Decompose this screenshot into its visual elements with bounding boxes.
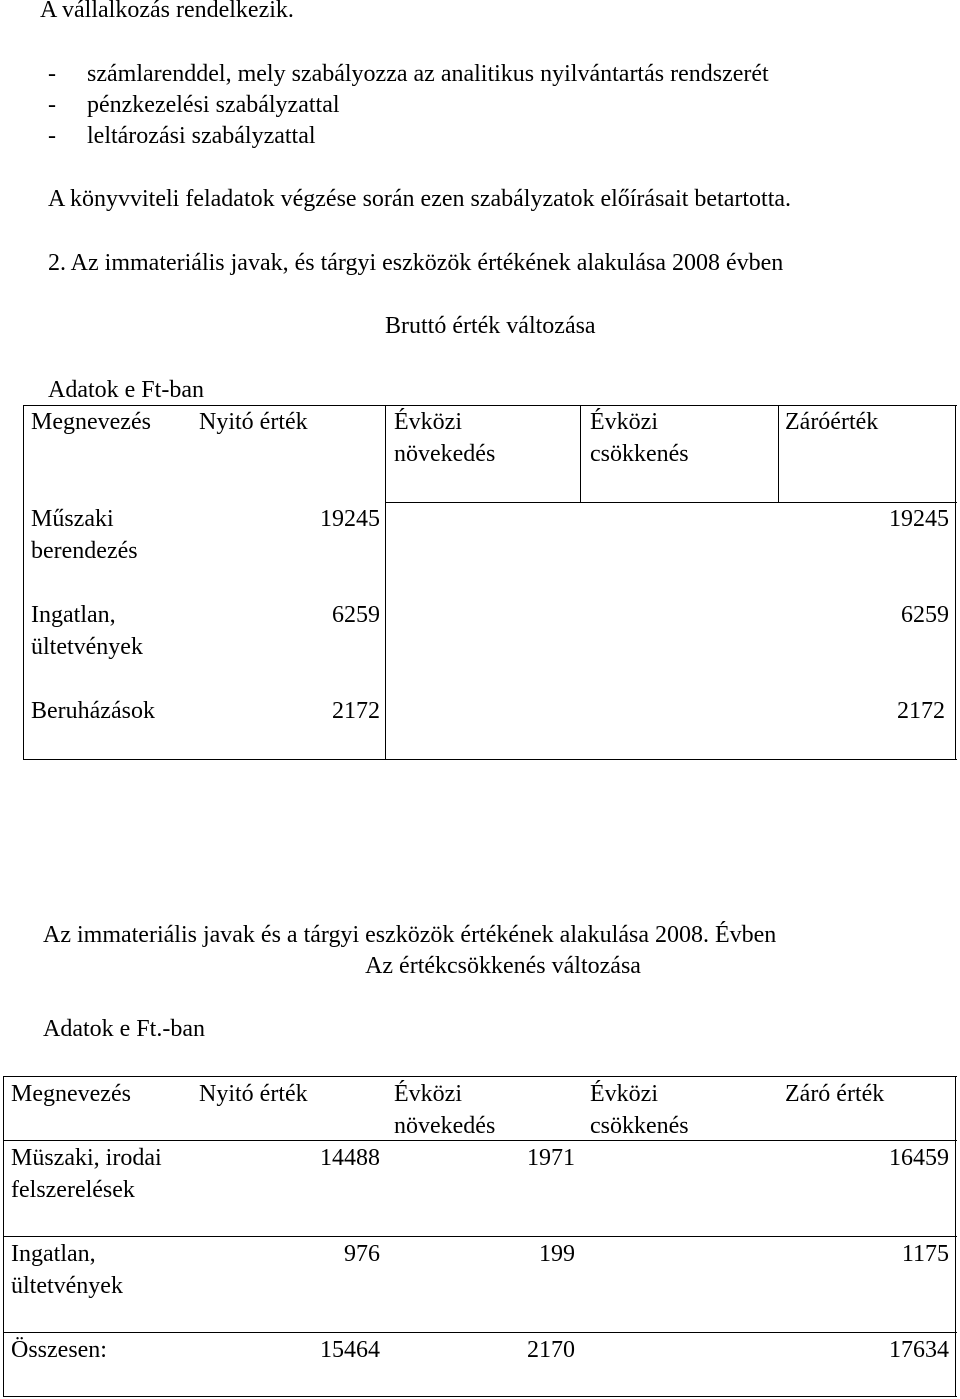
row-increase-value: 1971 xyxy=(527,1145,575,1171)
table-border-left xyxy=(3,1076,4,1396)
table-border-right xyxy=(955,1076,956,1396)
row-opening-value: 2172 xyxy=(332,698,380,724)
row-opening-value: 19245 xyxy=(320,506,380,532)
table-border-bottom xyxy=(3,1396,957,1397)
row-name: Beruházások xyxy=(31,698,155,724)
table-col-divider xyxy=(385,405,386,759)
header-opening-value: Nyitó érték xyxy=(199,409,308,435)
header-increase: Évközi xyxy=(394,1081,462,1107)
row-increase-value: 199 xyxy=(539,1241,575,1267)
row-opening-value: 6259 xyxy=(332,602,380,628)
row-closing-value: 16459 xyxy=(889,1145,949,1171)
table-col-divider xyxy=(580,405,581,502)
header-increase: Évközi xyxy=(394,409,462,435)
bullet-mark: - xyxy=(48,92,56,118)
row-closing-value: 1175 xyxy=(901,1241,949,1267)
row-closing-value: 6259 xyxy=(901,602,949,628)
bullet-mark: - xyxy=(48,123,56,149)
table-border-left xyxy=(23,405,24,759)
row-closing-value: 17634 xyxy=(889,1337,949,1363)
row-name: felszerelések xyxy=(11,1177,135,1203)
unit-note: Adatok e Ft.-ban xyxy=(43,1016,205,1042)
row-name-total: Összesen: xyxy=(11,1337,107,1363)
row-increase-value: 2170 xyxy=(527,1337,575,1363)
header-decrease: csökkenés xyxy=(590,441,689,467)
section-heading: Az immateriális javak és a tárgyi eszközök értékének alakulása 2008. Évben xyxy=(43,922,777,948)
closing-paragraph: A könyvviteli feladatok végzése során ezen szabályzatok előírásait betartotta. xyxy=(48,186,792,212)
bullet-item: leltározási szabályzattal xyxy=(87,123,316,149)
table-border-top xyxy=(3,1076,957,1077)
row-opening-value: 14488 xyxy=(320,1145,380,1171)
row-name: Ingatlan, xyxy=(11,1241,96,1267)
header-name: Megnevezés xyxy=(11,1081,131,1107)
header-decrease: csökkenés xyxy=(590,1113,689,1139)
bullet-item: számlarenddel, mely szabályozza az analitikus nyilvántartás rendszerét xyxy=(87,61,769,87)
section-subheading: Az értékcsökkenés változása xyxy=(365,953,641,979)
header-decrease: Évközi xyxy=(590,1081,658,1107)
row-opening-value: 15464 xyxy=(320,1337,380,1363)
bullet-mark: - xyxy=(48,61,56,87)
row-opening-value: 976 xyxy=(344,1241,380,1267)
header-name: Megnevezés xyxy=(31,409,151,435)
header-decrease: Évközi xyxy=(590,409,658,435)
row-closing-value: 19245 xyxy=(889,506,949,532)
row-name: Műszaki xyxy=(31,506,114,532)
table-border-bottom xyxy=(23,759,957,760)
section-heading: 2. Az immateriális javak, és tárgyi eszközök értékének alakulása 2008 évben xyxy=(48,250,784,276)
header-closing-value: Záróérték xyxy=(785,409,879,435)
header-increase: növekedés xyxy=(394,1113,496,1139)
table-col-divider xyxy=(778,405,779,502)
section-subheading: Bruttó érték változása xyxy=(385,313,596,339)
unit-note: Adatok e Ft-ban xyxy=(48,377,204,403)
header-increase: növekedés xyxy=(394,441,496,467)
table-rule xyxy=(3,1332,957,1333)
table-border-right xyxy=(955,405,956,759)
row-name: berendezés xyxy=(31,538,138,564)
intro-line: A vállalkozás rendelkezik. xyxy=(40,0,294,23)
bullet-item: pénzkezelési szabályzattal xyxy=(87,92,340,118)
row-name: Ingatlan, xyxy=(31,602,116,628)
table-rule xyxy=(3,1236,957,1237)
row-name: Müszaki, irodai xyxy=(11,1145,162,1171)
row-name: ültetvények xyxy=(11,1273,123,1299)
row-closing-value: 2172 xyxy=(897,698,945,724)
row-name: ültetvények xyxy=(31,634,143,660)
header-opening-value: Nyitó érték xyxy=(199,1081,308,1107)
header-closing-value: Záró érték xyxy=(785,1081,885,1107)
